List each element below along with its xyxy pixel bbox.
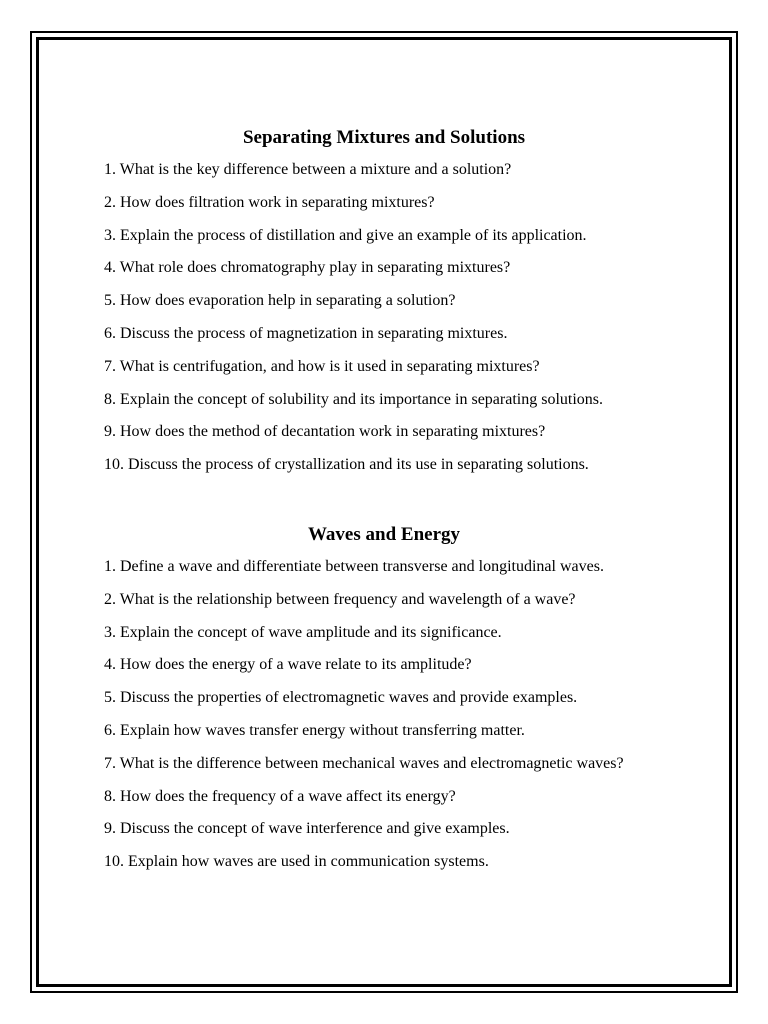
question-item: 8. How does the frequency of a wave affect its energy? [104, 787, 456, 805]
question-item: 9. How does the method of decantation work in separating mixtures? [104, 423, 546, 441]
question-item: 5. How does evaporation help in separating a solution? [104, 292, 456, 310]
question-item: 4. How does the energy of a wave relate to its amplitude? [104, 656, 472, 674]
question-item: 10. Explain how waves are used in communication systems. [104, 853, 489, 871]
question-item: 6. Discuss the process of magnetization in separating mixtures. [104, 324, 508, 342]
question-item: 2. How does filtration work in separating mixtures? [104, 193, 435, 211]
question-item: 9. Discuss the concept of wave interference and give examples. [104, 820, 510, 838]
question-item: 3. Explain the process of distillation and give an example of its application. [104, 226, 587, 244]
section-title: Waves and Energy [307, 524, 461, 545]
question-item: 6. Explain how waves transfer energy without transferring matter. [104, 721, 525, 739]
section-waves-energy [104, 523, 664, 884]
question-item: 3. Explain the concept of wave amplitude and its significance. [104, 623, 502, 641]
question-item: 7. What is the difference between mechanical waves and electromagnetic waves? [104, 754, 624, 772]
question-list [104, 159, 664, 475]
question-item: 2. What is the relationship between frequency and wavelength of a wave? [104, 590, 576, 608]
question-item: 1. What is the key difference between a mixture and a solution? [104, 161, 512, 178]
question-item: 10. Discuss the process of crystallization and its use in separating solutions. [104, 456, 589, 474]
section-title: Separating Mixtures and Solutions [242, 127, 526, 148]
question-item: 5. Discuss the properties of electromagnetic waves and provide examples. [104, 689, 578, 707]
question-item: 1. Define a wave and differentiate between transverse and longitudinal waves. [104, 558, 604, 575]
question-item: 8. Explain the concept of solubility and its importance in separating solutions. [104, 390, 604, 408]
question-item: 4. What role does chromatography play in separating mixtures? [104, 259, 511, 277]
question-list [104, 556, 664, 872]
question-item: 7. What is centrifugation, and how is it used in separating mixtures? [104, 357, 540, 375]
section-separating-mixtures [104, 126, 664, 487]
